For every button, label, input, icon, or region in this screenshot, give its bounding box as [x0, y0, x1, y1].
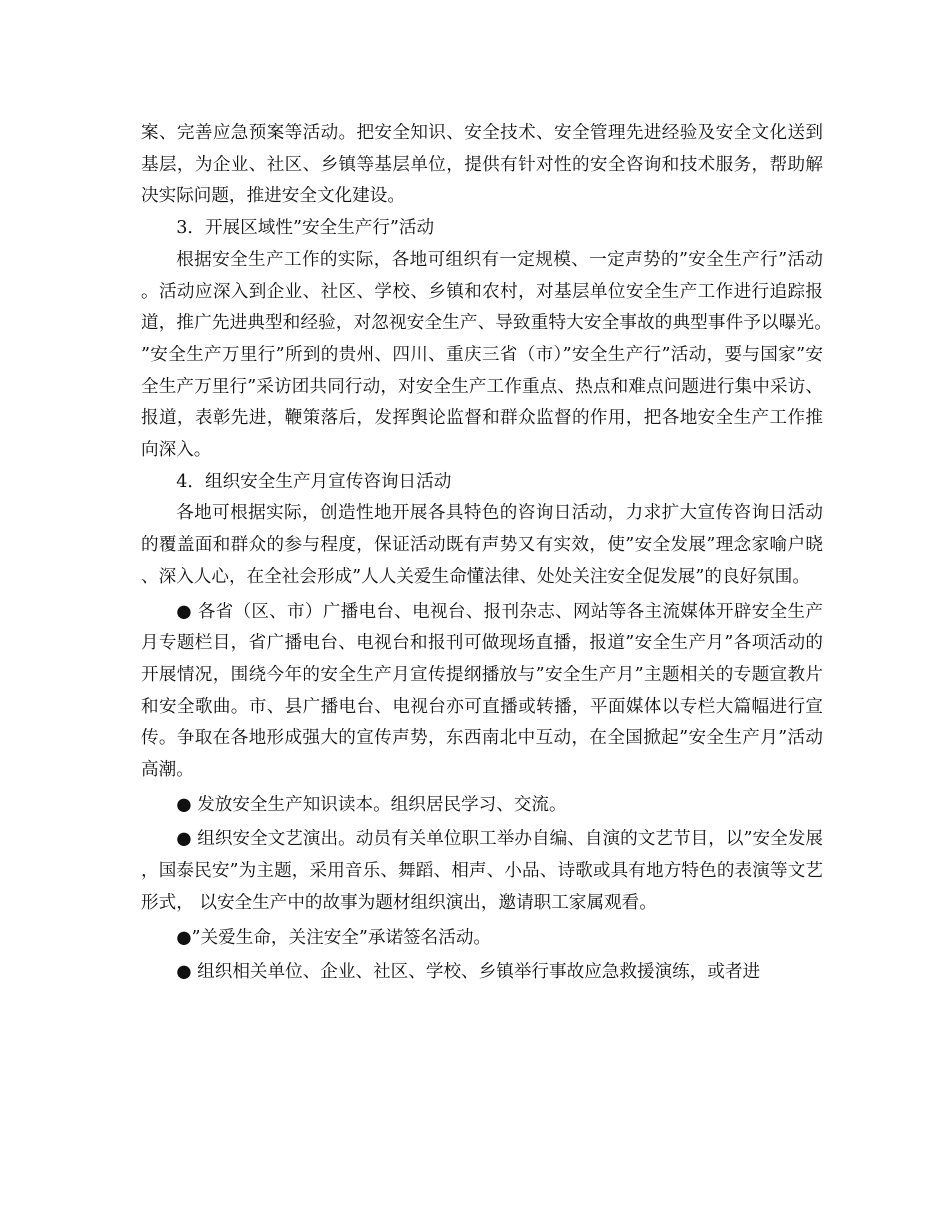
- heading-regional-safety-tour: 3．开展区域性”安全生产行”活动: [176, 218, 435, 239]
- bullet-media-coverage: ● 各省（区、市）广播电台、电视台、报刊杂志、网站等各主流媒体开辟安全生产月专题栏目，省广播电台、电视台和报刊可做现场直播，报道”安全生产月”各项活动的开展情况，围绕今年的安全生产月宣传提纲播放与”安全生产月”主题相关的专题宣教片和安全歌曲。市、县广播电台、电视台亦可直播或转播，平面媒体以专栏大篇幅进行宣传。争取在各地形成强大的宣传声势，东西南北中互动，在全国掀起”安全生产月”活动高潮。: [141, 601, 823, 781]
- bullet-knowledge-booklet: ● 发放安全生产知识读本。组织居民学习、交流。: [176, 794, 567, 815]
- paragraph-consultation-day: 各地可根据实际，创造性地开展各具特色的咨询日活动，力求扩大宣传咨询日活动的覆盖面和群众的参与程度，保证活动既有声势又有实效，使”安全发展”理念家喻户晓、深入人心，在全社会形成”人人关爱生命懂法律、处处关注安全促发展”的良好氛围。: [141, 503, 823, 587]
- paragraph-safety-tour: 根据安全生产工作的实际，各地可组织有一定规模、一定声势的”安全生产行”活动。活动应深入到企业、社区、学校、乡镇和农村，对基层单位安全生产工作进行追踪报道，推广先进典型和经验，对忽视安全生产、导致重特大安全事故的典型事件予以曝光。”安全生产万里行”所到的贵州、四川、重庆三省（市）”安全生产行”活动，要与国家”安全生产万里行”采访团共同行动，对安全生产工作重点、热点和难点问题进行集中采访、报道，表彰先进，鞭策落后，发挥舆论监督和群众监督的作用，把各地安全生产工作推向深入。: [141, 249, 823, 461]
- bullet-art-performance: ● 组织安全文艺演出。动员有关单位职工举办自编、自演的文艺节目，以”安全发展，国泰民安”为主题，采用音乐、舞蹈、相声、小品、诗歌或具有地方特色的表演等文艺形式， 以安全生产中的故事为题材组织演出，邀请职工家属观看。: [141, 829, 823, 913]
- bullet-pledge-signing: ●”关爱生命，关注安全”承诺签名活动。: [176, 927, 492, 948]
- document-page: [141, 118, 823, 989]
- bullet-emergency-drill: ● 组织相关单位、企业、社区、学校、乡镇举行事故应急救援演练，或者进: [176, 962, 761, 983]
- heading-consultation-day: 4．组织安全生产月宣传咨询日活动: [176, 471, 452, 492]
- paragraph-continued-activities: 案、完善应急预案等活动。把安全知识、安全技术、安全管理先进经验及安全文化送到基层，为企业、社区、乡镇等基层单位，提供有针对性的安全咨询和技术服务，帮助解决实际问题，推进安全文化建设。: [141, 123, 823, 207]
